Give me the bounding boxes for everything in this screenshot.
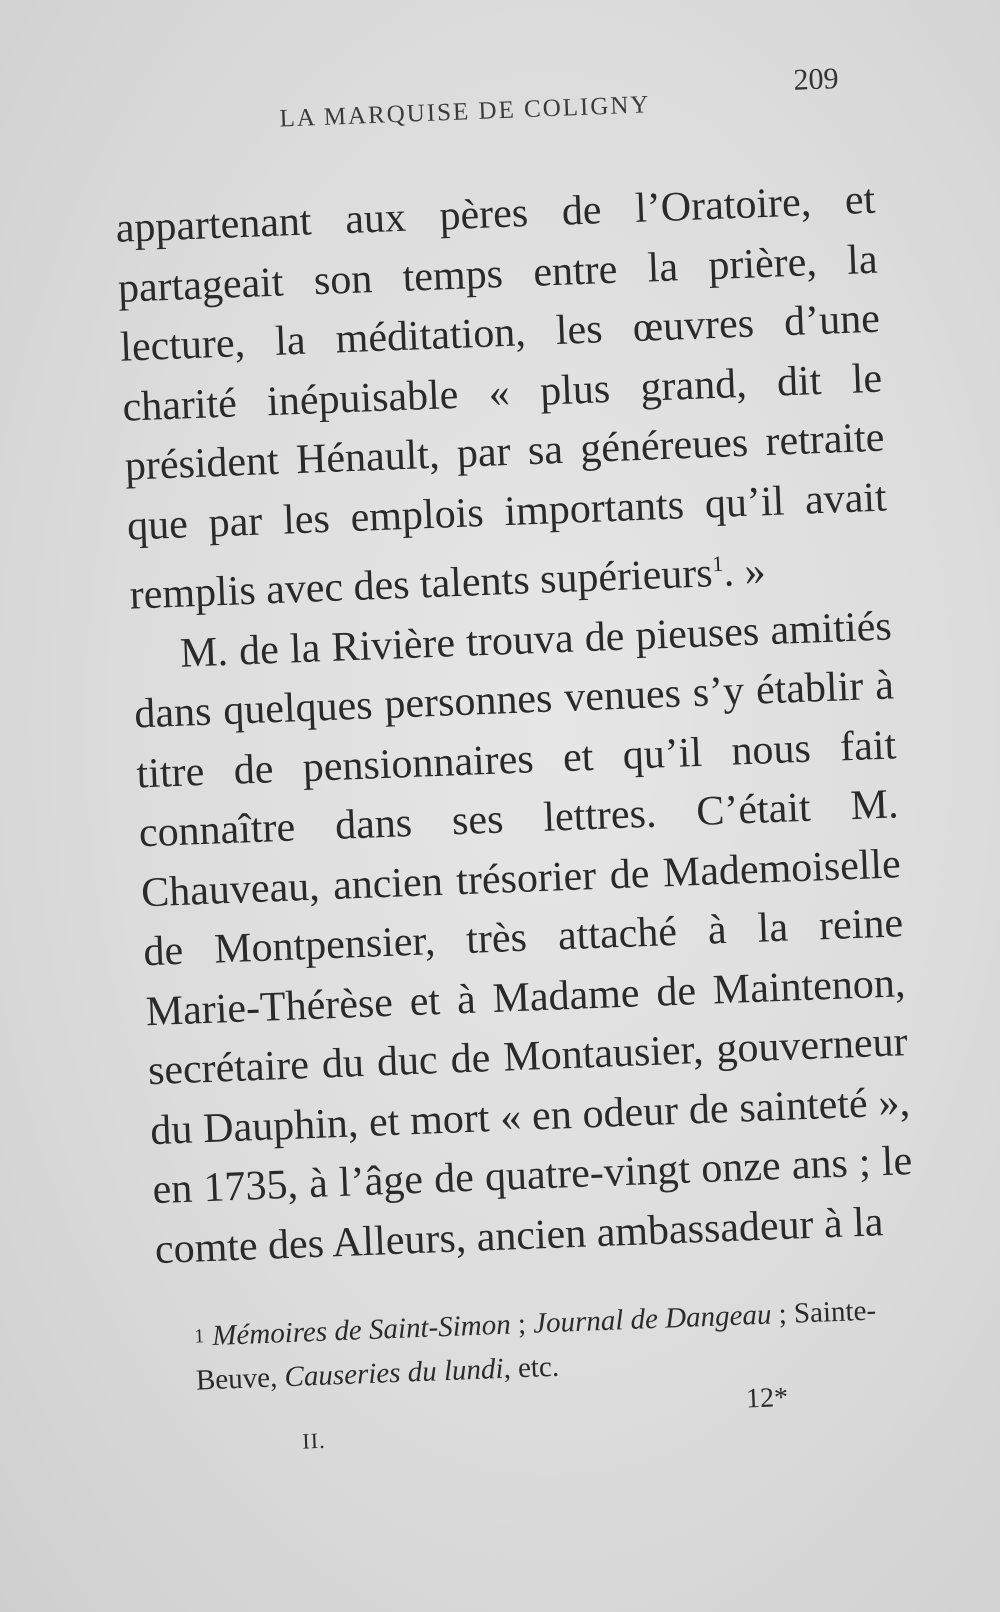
footnote-reference: 1 xyxy=(711,550,724,577)
page-header xyxy=(110,51,872,140)
body-text xyxy=(115,171,916,1280)
page-number: 209 xyxy=(792,62,840,97)
volume-signature: II. xyxy=(301,1427,327,1454)
footnote-separator-2: ; Sainte-Beuve, xyxy=(195,1294,877,1397)
paragraph-2: M. de la Rivière trouva de pieuses amitiés dans quelques personnes venues s’y établir à titre de pensionnaires et qu’il nous fait connaître dans ses lettres. C’était M. Chauveau, ancien trésorier de Mademoiselle de Montpensier, très attaché à la reine Marie-Thérèse et à Madame de Maintenon, secrétaire du duc de Montausier, gouverneur du Dauphin, et mort « en odeur de sainteté », en 1735, à l’âge de quatre-vingt onze ans ; le comte des Alleurs, ancien ambassadeur à la xyxy=(133,602,913,1273)
paragraph-1 xyxy=(115,171,891,626)
running-head: LA MARQUISE DE COLIGNY xyxy=(279,91,651,133)
footnote-mark: 1 xyxy=(193,1325,205,1348)
paragraph-1-text: appartenant aux pères de l’Oratoire, et partageait son temps entre la prière, la lecture, la méditation, les œuvres d’une charité inépuisable « plus grand, dit le président Hénault, par sa généreues retraite que par les emplois importants qu’il avait remplis avec des talents supérieurs xyxy=(114,176,888,619)
footnote-source-3: Causeries du lundi xyxy=(283,1352,505,1394)
page-content xyxy=(110,51,923,1476)
footnote-tail: , etc. xyxy=(502,1350,560,1385)
gathering-signature: 12* xyxy=(745,1381,789,1415)
footnote-source-1: Mémoires de Saint-Simon xyxy=(211,1308,512,1352)
footnote-separator-1: ; xyxy=(510,1307,534,1341)
footnote-source-2: Journal de Dangeau xyxy=(532,1298,773,1340)
paragraph-1-tail: . » xyxy=(722,548,767,596)
